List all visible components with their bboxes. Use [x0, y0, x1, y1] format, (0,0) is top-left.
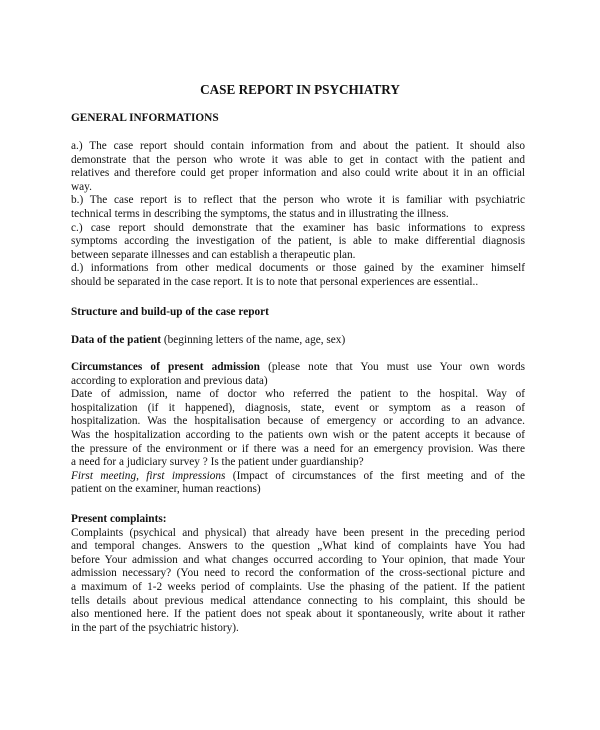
circumstances-label: Circumstances of present admission: [71, 361, 260, 373]
paragraph-line: according to exploration and previous data): [71, 374, 268, 387]
paragraph-line: a.) The case report should contain information from and about the patient. It should also: [71, 140, 525, 152]
first-meeting-rest: (Impact of circumstances of the first meeting and of the: [225, 469, 525, 482]
paragraph-line: a maximum of 1-2 weeks period of complaints. Use the phasing of the patient. If the patient: [71, 580, 525, 593]
paragraph-line: admission necessary? (You need to record the conformation of the cross-sectional picture and: [71, 567, 525, 580]
circumstances-first-line: [71, 361, 525, 375]
paragraph-line: hospitalization (if it happened), diagnosis, state, event or symptom as a reason of: [71, 401, 525, 414]
first-meeting-label: First meeting, first impressions: [71, 469, 226, 482]
patient-data-label: Data of the patient: [71, 334, 162, 346]
paragraph-line: also mentioned here. If the patient does not speak about it spontaneously, write about it rather: [71, 608, 525, 621]
paragraph-line: demonstrate that the person who wrote it was able to get in contact with the patient and: [71, 153, 525, 166]
paragraph-line: patient on the examiner, human reactions): [71, 483, 261, 496]
paragraph-line: tells details about previous medical attendance connecting to his complaint, this should be: [71, 594, 525, 607]
document-title: CASE REPORT IN PSYCHIATRY: [200, 82, 400, 97]
list-item-b: [71, 194, 525, 221]
patient-data-section: [71, 334, 525, 348]
paragraph-line: between separate illnesses and can establish a therapeutic plan.: [71, 248, 356, 261]
paragraph-line: the pressure of the environment or if there was a need for an emergency provision. Was there: [71, 442, 525, 455]
list-item-a: [71, 140, 525, 194]
paragraph-line: b.) The case report is to reflect that the person who wrote it is familiar with psychiatric: [71, 194, 525, 207]
paragraph-line: a need for a judiciary survey ? Is the patient under guardianship?: [71, 456, 364, 469]
paragraph-line: technical terms in describing the symptoms, the status and in illustrating the illness.: [71, 207, 449, 220]
paragraph-line: hospitalization. Was the hospitalisation because of emergency or according to an advance.: [71, 415, 525, 428]
general-informations-list: [71, 140, 525, 290]
paragraph-line: Was the hospitalization according to the patients own wish or the patent accepts it because of: [71, 428, 525, 441]
list-item-d: [71, 262, 525, 289]
paragraph-line: symptoms according the investigation of the patient, is able to make differential diagnosis: [71, 235, 525, 248]
paragraph-line: before Your admission and what changes occurred according to Your opinion, that made Your: [71, 553, 525, 566]
patient-data-text: (beginning letters of the name, age, sex): [161, 334, 346, 346]
structure-heading: Structure and build-up of the case report: [71, 306, 269, 318]
paragraph-line: should be separated in the case report. It is to note that personal experiences are essential..: [71, 275, 479, 288]
general-informations-heading: GENERAL INFORMATIONS: [71, 112, 219, 124]
paragraph-line: c.) case report should demonstrate that the examiner has basic informations to express: [71, 221, 525, 234]
list-item-c: [71, 222, 525, 263]
paragraph-line: way.: [71, 180, 92, 193]
paragraph-line: Complaints (psychical and physical) that already have been present in the preceding period: [71, 526, 525, 539]
first-meeting-line: [71, 470, 525, 484]
paragraph-line: d.) informations from other medical documents or those gained by the examiner himself: [71, 262, 525, 275]
paragraph-line: in the part of the psychiatric history).: [71, 621, 239, 634]
complaints-section: [71, 513, 525, 635]
paragraph-line: relatives and therefore could get proper information and also could write about it in an official: [71, 167, 525, 180]
complaints-label: Present complaints:: [71, 513, 167, 525]
circumstances-first-line-rest: (please note that You must use Your own words: [259, 361, 525, 373]
circumstances-section: [71, 361, 525, 497]
paragraph-line: and temporal changes. Answers to the question „What kind of complaints have You had: [71, 540, 525, 553]
paragraph-line: Date of admission, name of doctor who referred the patient to the hospital. Way of: [71, 388, 525, 401]
